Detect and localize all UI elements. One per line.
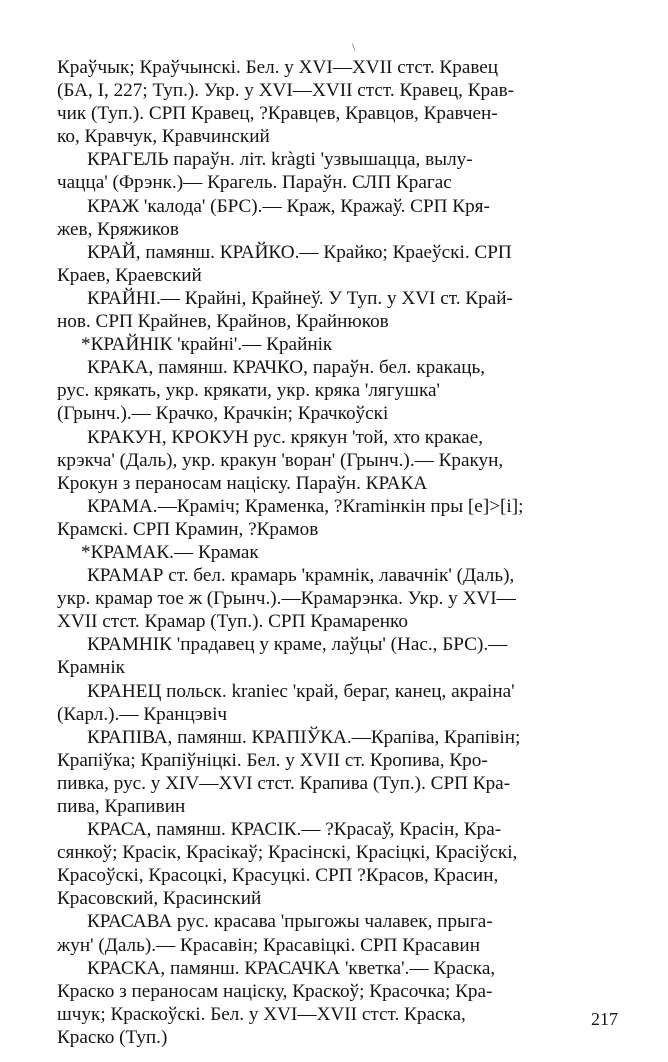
entry-line: КРАМАР ст. бел. крамарь 'крамнік, лавачнік' (Даль), <box>87 565 515 587</box>
entry-line: жев, Кряжиков <box>57 218 179 240</box>
entry-line: *КРАЙНІК 'крайні'.— Крайнік <box>81 334 333 356</box>
dictionary-entry-krazh <box>57 195 617 241</box>
dictionary-entry-kramar <box>57 564 617 633</box>
dictionary-entry-krainik <box>57 333 617 356</box>
entry-line: КРАГЕЛЬ параўн. літ. kràgti 'узвышацца, вылу- <box>87 149 473 171</box>
entry-line: сянкоў; Красік, Красікаў; Красінскі, Красіцкі, Красіўскі, <box>57 842 518 864</box>
entry-line: чацца' (Фрэнк.)— Крагель. Параўн. СЛП Крагас <box>57 172 452 194</box>
dictionary-entry-krakun <box>57 426 617 495</box>
page-number: 217 <box>591 1009 618 1029</box>
dictionary-entry-krapiva <box>57 726 617 818</box>
entry-line: КРАМНІК 'прадавец у краме, лаўцы' (Нас., БРС).— <box>87 634 508 656</box>
dictionary-entry-kravchyk <box>57 56 617 148</box>
dictionary-entry-krasava <box>57 910 617 956</box>
dictionary-entry-krama <box>57 495 617 541</box>
entry-line: Краско з пераносам націску, Краскоў; Красочка; Кра- <box>57 980 493 1002</box>
entry-line: шчук; Краскоўскі. Бел. у XVI—XVII стст. Краска, <box>57 1003 466 1025</box>
dictionary-entry-krai <box>57 241 617 287</box>
dictionary-page-body <box>57 56 617 1049</box>
entry-line: жун' (Даль).— Красавін; Красавіцкі. СРП Красавин <box>57 934 480 956</box>
entry-line: Крамскі. СРП Крамин, ?Крамов <box>57 518 319 540</box>
entry-line: КРАМА.—Краміч; Краменка, ?Кramінкін пры [e]>[i]; <box>87 495 524 517</box>
entry-line: Красовский, Красинский <box>57 888 262 910</box>
entry-line: (Карл.).— Кранцэвіч <box>57 703 228 725</box>
entry-line: Крамнік <box>57 657 125 679</box>
entry-line: укр. крамар тое ж (Грынч.).—Крамарэнка. Укр. у XVI— <box>57 588 516 610</box>
entry-line: пива, Крапивин <box>57 796 186 817</box>
dictionary-entry-krasa <box>57 818 617 910</box>
entry-line: КРАЖ 'калода' (БРС).— Краж, Кражаў. СРП Кря- <box>87 195 490 217</box>
entry-line: рус. крякать, укр. крякати, укр. кряка 'лягушка' <box>57 380 440 402</box>
entry-line: *КРАМАК.— Крамак <box>81 541 259 563</box>
entry-line: ко, Кравчук, Кравчинский <box>57 126 270 148</box>
entry-line: крэкча' (Даль), укр. кракун 'воран' (Грынч.).— Кракун, <box>57 449 504 471</box>
dictionary-entry-kraska <box>57 957 617 1049</box>
entry-line: КРАСАВА рус. красава 'прыгожы чалавек, прыга- <box>87 911 493 933</box>
dictionary-entry-kraini <box>57 287 617 333</box>
entry-line: КРАКУН, КРОКУН рус. крякун 'той, хто кракае, <box>87 426 484 448</box>
stray-mark: \ <box>352 40 356 54</box>
entry-line: КРАНЕЦ польск. kraniec 'край, бераг, канец, акраіна' <box>87 680 515 702</box>
entry-line: Крапіўка; Крапіўніцкі. Бел. у XVII ст. Кропива, Кро- <box>57 749 488 771</box>
entry-line: Крокун з пераносам націску. Параўн. КРАКА <box>57 472 428 494</box>
entry-line: КРАПІВА, памянш. КРАПІЎКА.—Крапіва, Крапівін; <box>87 726 521 748</box>
dictionary-entry-kranets <box>57 680 617 726</box>
entry-line: КРАСА, памянш. КРАСІК.— ?Красаў, Красін, Кра- <box>87 819 502 841</box>
entry-line: КРАЙ, памянш. КРАЙКО.— Крайко; Краеўскі. СРП <box>87 241 512 263</box>
entry-line: пивка, рус. у XIV—XVI стст. Крапива (Туп.). СРП Кра- <box>57 772 511 794</box>
entry-line: (БА, І, 227; Туп.). Укр. у XVI—XVII стст. Кравец, Крав- <box>57 80 515 102</box>
dictionary-entry-kramak <box>57 541 617 564</box>
entry-line: КРАКА, памянш. КРАЧКО, параўн. бел. кракаць, <box>87 357 486 379</box>
dictionary-entry-kramnik <box>57 633 617 679</box>
entry-line: XVII стст. Крамар (Туп.). СРП Крамаренко <box>57 611 408 633</box>
entry-line: КРАСКА, памянш. КРАСАЧКА 'кветка'.— Краска, <box>87 957 496 979</box>
entry-line: чик (Туп.). СРП Кравец, ?Кравцев, Кравцов, Кравчен- <box>57 103 498 125</box>
dictionary-entry-kraka <box>57 356 617 425</box>
entry-line: Краев, Краевский <box>57 264 202 286</box>
entry-line: нов. СРП Крайнев, Крайнов, Крайнюков <box>57 311 389 333</box>
entry-line: Краўчык; Краўчынскі. Бел. у XVI—XVII стст. Кравец <box>57 57 499 78</box>
dictionary-entry-kragel <box>57 148 617 194</box>
entry-line: Красоўскі, Красоцкі, Красуцкі. СРП ?Красов, Красин, <box>57 865 499 887</box>
entry-line: Краско (Туп.) <box>57 1026 168 1048</box>
entry-line: (Грынч.).— Крачко, Крачкін; Крачкоўскі <box>57 403 389 425</box>
entry-line: КРАЙНІ.— Крайні, Крайнеў. У Туп. у XVI ст. Край- <box>87 287 513 309</box>
